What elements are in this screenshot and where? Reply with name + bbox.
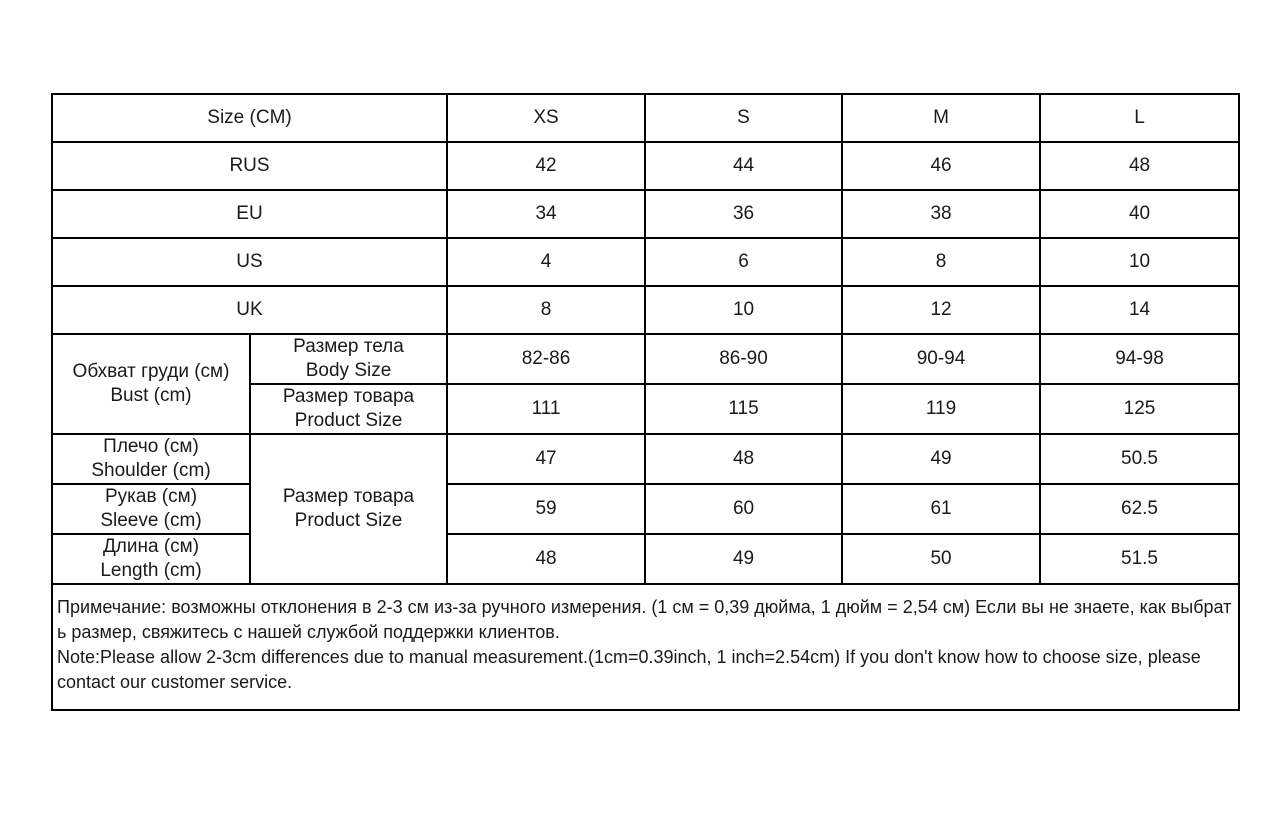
size-header-label: Size (CM) bbox=[52, 94, 447, 142]
table-row-rus bbox=[52, 142, 1239, 190]
table-cell: 94-98 bbox=[1040, 334, 1239, 384]
table-cell: 8 bbox=[447, 286, 645, 334]
product-size-label-ru: Размер товара bbox=[282, 386, 415, 407]
table-cell: 49 bbox=[645, 534, 842, 584]
table-cell: 44 bbox=[645, 142, 842, 190]
length-label-ru: Длина (см) bbox=[102, 536, 200, 557]
table-cell: 8 bbox=[842, 238, 1040, 286]
table-cell: 36 bbox=[645, 190, 842, 238]
table-cell: 48 bbox=[1040, 142, 1239, 190]
table-row-eu bbox=[52, 190, 1239, 238]
table-cell: 38 bbox=[842, 190, 1040, 238]
table-cell: 51.5 bbox=[1040, 534, 1239, 584]
table-cell: 12 bbox=[842, 286, 1040, 334]
body-size-label-en: Body Size bbox=[305, 360, 392, 381]
table-cell: 46 bbox=[842, 142, 1040, 190]
table-cell: 40 bbox=[1040, 190, 1239, 238]
shoulder-label bbox=[52, 434, 250, 484]
body-size-label-ru: Размер тела bbox=[293, 336, 404, 357]
table-row-sleeve bbox=[52, 484, 1239, 534]
table-cell: 119 bbox=[842, 384, 1040, 434]
table-cell: 6 bbox=[645, 238, 842, 286]
table-cell: 61 bbox=[842, 484, 1040, 534]
table-row-length bbox=[52, 534, 1239, 584]
bust-label bbox=[52, 334, 250, 434]
table-cell: 50 bbox=[842, 534, 1040, 584]
size-header-s: S bbox=[645, 94, 842, 142]
table-cell: 111 bbox=[447, 384, 645, 434]
table-row-uk bbox=[52, 286, 1239, 334]
table-cell: 90-94 bbox=[842, 334, 1040, 384]
size-header-m: M bbox=[842, 94, 1040, 142]
row-label-uk: UK bbox=[52, 286, 447, 334]
shoulder-label-ru: Плечо (см) bbox=[103, 436, 199, 457]
table-cell: 50.5 bbox=[1040, 434, 1239, 484]
table-row-bust-body bbox=[52, 334, 1239, 384]
product-size-label-en: Product Size bbox=[294, 410, 403, 431]
table-cell: 48 bbox=[645, 434, 842, 484]
sleeve-label bbox=[52, 484, 250, 534]
table-cell: 115 bbox=[645, 384, 842, 434]
table-cell: 59 bbox=[447, 484, 645, 534]
table-cell: 34 bbox=[447, 190, 645, 238]
note-text-en: Note:Please allow 2-3cm differences due to manual measurement.(1cm=0.39inch, 1 inch=2.54cm) If you don't know how to choose size, please contact our customer service. bbox=[57, 647, 1201, 692]
table-cell: 10 bbox=[1040, 238, 1239, 286]
table-cell: 125 bbox=[1040, 384, 1239, 434]
table-cell: 86-90 bbox=[645, 334, 842, 384]
note-text-ru: Примечание: возможны отклонения в 2-3 см из-за ручного измерения. (1 см = 0,39 дюйма, 1 дюйм = 2,54 см) Если вы не знаете, как выбрать размер, свяжитесь с нашей службой поддержки клиентов. bbox=[57, 597, 1232, 642]
table-cell: 82-86 bbox=[447, 334, 645, 384]
table-cell: 42 bbox=[447, 142, 645, 190]
product-group-label-ru: Размер товара bbox=[282, 486, 415, 507]
length-label-en: Length (cm) bbox=[100, 560, 202, 581]
size-header-l: L bbox=[1040, 94, 1239, 142]
table-cell: 62.5 bbox=[1040, 484, 1239, 534]
table-cell: 48 bbox=[447, 534, 645, 584]
sleeve-label-en: Sleeve (cm) bbox=[100, 510, 202, 531]
table-row-us bbox=[52, 238, 1239, 286]
table-row-shoulder bbox=[52, 434, 1239, 484]
body-size-label bbox=[250, 334, 447, 384]
row-label-rus: RUS bbox=[52, 142, 447, 190]
product-group-label-en: Product Size bbox=[294, 510, 403, 531]
product-size-label bbox=[250, 384, 447, 434]
table-cell: 47 bbox=[447, 434, 645, 484]
product-group-label bbox=[250, 434, 447, 584]
table-cell: 49 bbox=[842, 434, 1040, 484]
shoulder-label-en: Shoulder (cm) bbox=[91, 460, 211, 481]
size-header-xs: XS bbox=[447, 94, 645, 142]
table-cell: 14 bbox=[1040, 286, 1239, 334]
table-cell: 60 bbox=[645, 484, 842, 534]
sleeve-label-ru: Рукав (см) bbox=[104, 486, 198, 507]
note-row bbox=[52, 584, 1239, 710]
bust-label-ru: Обхват груди (см) bbox=[72, 361, 230, 382]
row-label-us: US bbox=[52, 238, 447, 286]
length-label bbox=[52, 534, 250, 584]
table-cell: 10 bbox=[645, 286, 842, 334]
header-row bbox=[52, 94, 1239, 142]
row-label-eu: EU bbox=[52, 190, 447, 238]
size-chart-table bbox=[51, 93, 1240, 711]
table-cell: 4 bbox=[447, 238, 645, 286]
bust-label-en: Bust (cm) bbox=[110, 385, 192, 406]
note-cell bbox=[52, 584, 1239, 710]
